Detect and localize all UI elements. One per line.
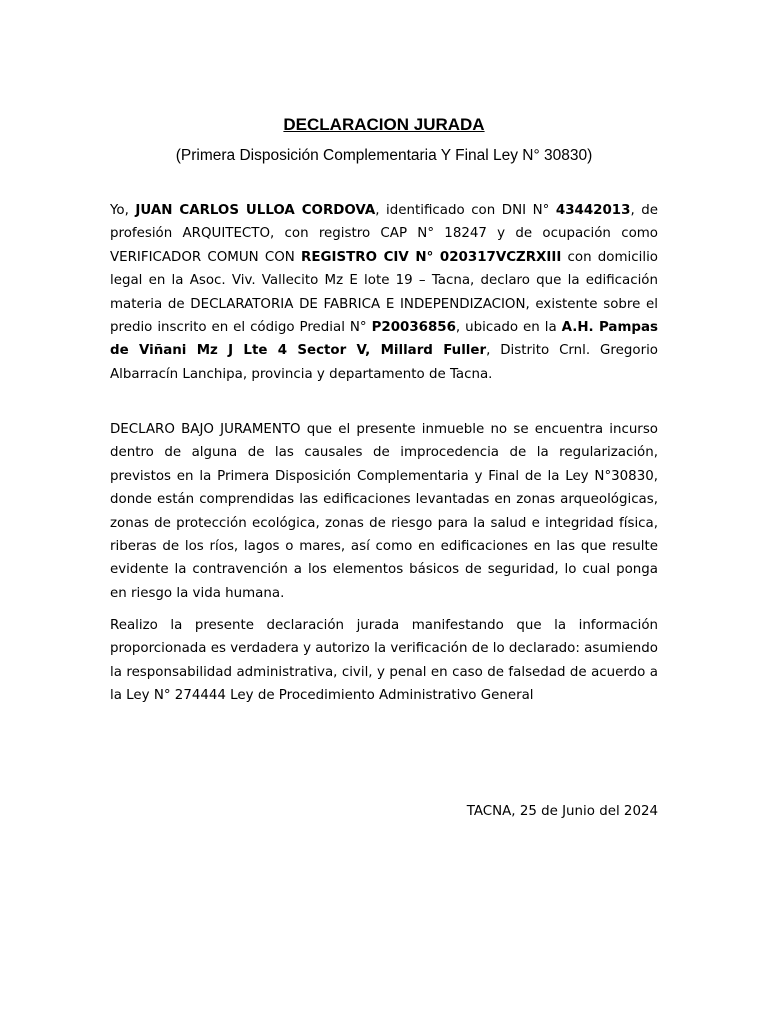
- document-date: TACNA, 25 de Junio del 2024: [466, 804, 658, 819]
- paragraph-text: Yo,: [110, 203, 136, 218]
- declarant-paragraph: [110, 199, 658, 386]
- paragraph-text: , Distrito Crnl. Gregorio Albarracín Lanchipa, provincia y departamento de Tacna.: [110, 343, 658, 382]
- document-title: DECLARACION JURADA: [283, 115, 485, 134]
- responsibility-paragraph: Realizo la presente declaración jurada manifestando que la información proporcionada es verdadera y autorizo la verificación de lo declarado: asumiendo la responsabilidad administrativa, civil, y penal en caso de falsedad de acuerdo a la Ley N° 274444 Ley de Procedimiento Administrativo General: [110, 618, 658, 704]
- predial-code: P20036856: [371, 320, 456, 336]
- dni-number: 43442013: [555, 203, 631, 218]
- paragraph-text: con domicilio legal en la Asoc. Viv. Vallecito Mz E lote 19 – Tacna, declaro que la edificación materia de DECLARATORIA DE FABRICA E INDEPENDIZACION, existente sobre el predio inscrito en el código Predial N°: [110, 249, 658, 336]
- paragraph-text: , ubicado en la: [455, 320, 562, 336]
- document-subtitle: (Primera Disposición Complementaria Y Final Ley N° 30830): [175, 147, 593, 164]
- oath-paragraph: DECLARO BAJO JURAMENTO que el presente inmueble no se encuentra incurso dentro de alguna de las causales de improcedencia de la regularización, previstos en la Primera Disposición Complementaria y Final de la Ley N°30830, donde están comprendidas las edificaciones levantadas en zonas arqueológicas, zonas de protección ecológica, zonas de riesgo para la salud e integridad física, riberas de los ríos, lagos o mares, así como en edificaciones en las que resulte evidente la contravención a los elementos básicos de seguridad, lo cual ponga en riesgo la vida humana.: [110, 422, 658, 601]
- paragraph-text: , identificado con DNI N°: [375, 203, 556, 218]
- declarant-name: JUAN CARLOS ULLOA CORDOVA: [135, 203, 376, 218]
- property-location: A.H. Pampas de Viñani Mz J Lte 4 Sector V, Millard Fuller: [110, 320, 659, 359]
- document-page: [110, 0, 658, 1024]
- paragraph-text: , de profesión ARQUITECTO, con registro CAP N° 18247 y de ocupación como VERIFICADOR COMUN CON: [110, 203, 658, 265]
- registro-civ: REGISTRO CIV N° 020317VCZRXIII: [301, 249, 562, 265]
